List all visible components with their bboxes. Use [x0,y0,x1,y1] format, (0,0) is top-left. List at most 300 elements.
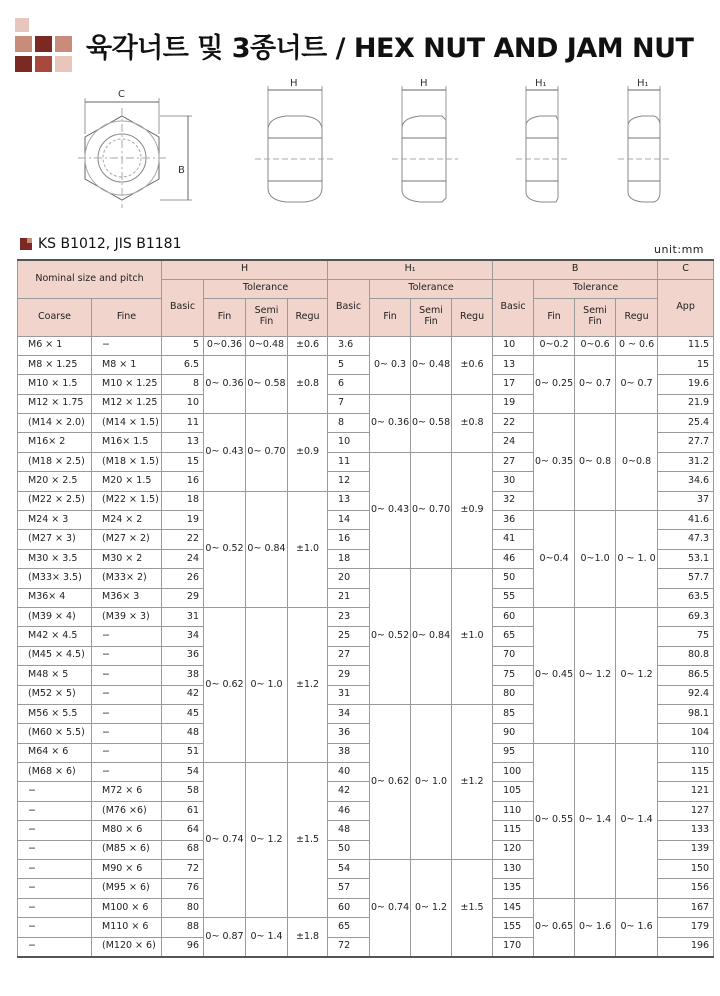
h1-tol-regu: ±0.8 [452,394,493,452]
cell-coarse: − [18,860,92,879]
head-h-basic: Basic [162,279,204,336]
h1-tol-semi: 0~ 0.48 [411,336,452,394]
cell-fine: (M39 × 3) [92,607,162,626]
cell-h-basic: 64 [162,821,204,840]
cell-fine: (M14 × 1.5) [92,414,162,433]
cell-c-app: 127 [658,801,714,820]
b-tol-fin: 0~ 0.55 [534,743,575,898]
cell-fine: M90 × 6 [92,860,162,879]
cell-h-basic: 8 [162,375,204,394]
cell-h-basic: 54 [162,763,204,782]
cell-h-basic: 58 [162,782,204,801]
cell-fine: M12 × 1.25 [92,394,162,413]
cell-b-basic: 120 [493,840,534,859]
h-tol-fin: 0~ 0.74 [204,763,246,918]
head-b-tolerance: Tolerance [534,279,658,298]
b-tol-semi: 0~1.0 [575,511,616,608]
table-row [18,336,714,355]
cell-h-basic: 11 [162,414,204,433]
dim-label-h1-1: H₁ [535,78,547,89]
head-h1-semi: Semi Fin [411,298,452,336]
head-h-regu: Regu [288,298,328,336]
cell-fine: (M76 ×6) [92,801,162,820]
cell-c-app: 41.6 [658,511,714,530]
spec-table-body [18,336,714,957]
h-tol-regu: ±0.6 [288,336,328,355]
cell-coarse: (M60 × 5.5) [18,724,92,743]
h1-tol-fin: 0~ 0.62 [370,704,411,859]
cell-c-app: 104 [658,724,714,743]
cell-c-app: 167 [658,898,714,917]
h-tol-semi: 0~ 1.2 [246,763,288,918]
h1-tol-semi: 0~ 1.2 [411,860,452,957]
table-row [18,355,714,374]
cell-h-basic: 88 [162,918,204,937]
h-tol-regu: ±1.2 [288,607,328,762]
b-tol-regu: 0 ~ 0.6 [616,336,658,355]
cell-c-app: 179 [658,918,714,937]
table-row [18,414,714,433]
table-row [18,743,714,762]
h1-tol-regu: ±1.5 [452,860,493,957]
cell-coarse: M20 × 2.5 [18,472,92,491]
cell-h-basic: 68 [162,840,204,859]
cell-coarse: (M22 × 2.5) [18,491,92,510]
cell-c-app: 57.7 [658,569,714,588]
h1-tol-semi: 0~ 0.58 [411,394,452,452]
cell-c-app: 121 [658,782,714,801]
cell-h1-basic: 14 [328,511,370,530]
cell-c-app: 31.2 [658,452,714,471]
head-h1: H₁ [328,260,493,279]
cell-c-app: 53.1 [658,549,714,568]
section-marker-icon [20,238,32,250]
cell-fine: (M18 × 1.5) [92,452,162,471]
cell-fine: M100 × 6 [92,898,162,917]
cell-h1-basic: 31 [328,685,370,704]
cell-coarse: M48 × 5 [18,666,92,685]
cell-fine: M24 × 2 [92,511,162,530]
cell-b-basic: 60 [493,607,534,626]
b-tol-regu: 0~0.8 [616,414,658,511]
cell-c-app: 11.5 [658,336,714,355]
h-tol-regu: ±0.8 [288,355,328,413]
h1-tol-fin: 0~ 0.52 [370,569,411,705]
b-tol-fin: 0~0.4 [534,511,575,608]
cell-h-basic: 36 [162,646,204,665]
h-tol-regu: ±1.0 [288,491,328,607]
cell-c-app: 110 [658,743,714,762]
cell-c-app: 19.6 [658,375,714,394]
cell-h1-basic: 23 [328,607,370,626]
cell-h1-basic: 42 [328,782,370,801]
h1-tol-regu: ±1.2 [452,704,493,859]
cell-h-basic: 76 [162,879,204,898]
cell-coarse: (M52 × 5) [18,685,92,704]
hex-front-view [78,98,192,208]
cell-h1-basic: 29 [328,666,370,685]
cell-h1-basic: 13 [328,491,370,510]
cell-fine: − [92,627,162,646]
table-row [18,898,714,917]
h-tol-semi: 0~ 0.58 [246,355,288,413]
cell-h1-basic: 3.6 [328,336,370,355]
cell-h1-basic: 10 [328,433,370,452]
cell-h1-basic: 18 [328,549,370,568]
cell-fine: (M95 × 6) [92,879,162,898]
cell-b-basic: 30 [493,472,534,491]
cell-coarse: M6 × 1 [18,336,92,355]
cell-c-app: 98.1 [658,704,714,723]
cell-fine: M20 × 1.5 [92,472,162,491]
head-nominal: Nominal size and pitch [18,260,162,298]
cell-h1-basic: 21 [328,588,370,607]
cell-h1-basic: 60 [328,898,370,917]
cell-c-app: 150 [658,860,714,879]
cell-coarse: M64 × 6 [18,743,92,762]
cell-b-basic: 155 [493,918,534,937]
cell-c-app: 196 [658,937,714,957]
cell-coarse: M36× 4 [18,588,92,607]
cell-coarse: (M14 × 2.0) [18,414,92,433]
cell-h1-basic: 72 [328,937,370,957]
cell-b-basic: 36 [493,511,534,530]
cell-c-app: 37 [658,491,714,510]
h-tol-fin: 0~ 0.36 [204,355,246,413]
cell-b-basic: 32 [493,491,534,510]
cell-h-basic: 45 [162,704,204,723]
b-tol-regu: 0~ 1.6 [616,898,658,957]
cell-h1-basic: 65 [328,918,370,937]
dim-label-h1-2: H₁ [637,78,649,89]
head-b-basic: Basic [493,279,534,336]
cell-h1-basic: 46 [328,801,370,820]
cell-coarse: M10 × 1.5 [18,375,92,394]
cell-coarse: − [18,898,92,917]
cell-b-basic: 27 [493,452,534,471]
cell-h-basic: 96 [162,937,204,957]
h-tol-fin: 0~ 0.87 [204,918,246,957]
cell-h-basic: 5 [162,336,204,355]
head-b-semi: Semi Fin [575,298,616,336]
cell-coarse: − [18,782,92,801]
cell-b-basic: 115 [493,821,534,840]
cell-coarse: − [18,879,92,898]
cell-b-basic: 130 [493,860,534,879]
cell-c-app: 80.8 [658,646,714,665]
cell-fine: M16× 1.5 [92,433,162,452]
head-c-app: App [658,279,714,336]
cell-h-basic: 31 [162,607,204,626]
cell-fine: M30 × 2 [92,549,162,568]
cell-coarse: M30 × 3.5 [18,549,92,568]
cell-c-app: 139 [658,840,714,859]
page-title: 육각너트 및 3종너트 / HEX NUT AND JAM NUT [86,33,694,64]
cell-h-basic: 34 [162,627,204,646]
cell-h1-basic: 48 [328,821,370,840]
b-tol-fin: 0~ 0.65 [534,898,575,957]
cell-coarse: (M33× 3.5) [18,569,92,588]
h1-tol-semi: 0~ 0.70 [411,452,452,568]
cell-b-basic: 10 [493,336,534,355]
h-tol-regu: ±1.5 [288,763,328,918]
cell-h-basic: 19 [162,511,204,530]
cell-h1-basic: 38 [328,743,370,762]
h-tol-regu: ±1.8 [288,918,328,957]
h-tol-fin: 0~0.36 [204,336,246,355]
standard-text: KS B1012, JIS B1181 [38,236,182,252]
cell-h1-basic: 50 [328,840,370,859]
cell-b-basic: 55 [493,588,534,607]
cell-b-basic: 75 [493,666,534,685]
cell-fine: − [92,336,162,355]
cell-c-app: 25.4 [658,414,714,433]
b-tol-fin: 0~ 0.35 [534,414,575,511]
head-h-tolerance: Tolerance [204,279,328,298]
head-c: C [658,260,714,279]
cell-fine: − [92,743,162,762]
cell-h-basic: 13 [162,433,204,452]
b-tol-fin: 0~0.2 [534,336,575,355]
cell-fine: M36× 3 [92,588,162,607]
head-h1-regu: Regu [452,298,493,336]
jam-side-view-2 [618,86,672,202]
cell-h-basic: 72 [162,860,204,879]
h-tol-semi: 0~0.48 [246,336,288,355]
head-h1-tolerance: Tolerance [370,279,493,298]
cell-h1-basic: 7 [328,394,370,413]
cell-b-basic: 110 [493,801,534,820]
cell-b-basic: 65 [493,627,534,646]
cell-c-app: 92.4 [658,685,714,704]
unit-label: unit:mm [654,243,704,256]
cell-coarse: (M68 × 6) [18,763,92,782]
cell-b-basic: 80 [493,685,534,704]
cell-h1-basic: 54 [328,860,370,879]
cell-coarse: M12 × 1.75 [18,394,92,413]
cell-coarse: M16× 2 [18,433,92,452]
b-tol-fin: 0~ 0.45 [534,607,575,743]
cell-h-basic: 18 [162,491,204,510]
cell-c-app: 34.6 [658,472,714,491]
head-fine: Fine [92,298,162,336]
cell-b-basic: 95 [493,743,534,762]
cell-b-basic: 13 [493,355,534,374]
cell-h-basic: 22 [162,530,204,549]
cell-fine: − [92,685,162,704]
h1-tol-fin: 0~ 0.43 [370,452,411,568]
cell-coarse: − [18,821,92,840]
b-tol-regu: 0~ 1.2 [616,607,658,743]
b-tol-regu: 0~ 1.4 [616,743,658,898]
b-tol-semi: 0~ 1.4 [575,743,616,898]
cell-b-basic: 85 [493,704,534,723]
hex-side-view-1 [255,86,335,202]
cell-c-app: 86.5 [658,666,714,685]
h1-tol-regu: ±1.0 [452,569,493,705]
cell-h1-basic: 5 [328,355,370,374]
b-tol-semi: 0~0.6 [575,336,616,355]
cell-coarse: (M39 × 4) [18,607,92,626]
cell-h1-basic: 25 [328,627,370,646]
h-tol-semi: 0~ 1.0 [246,607,288,762]
standard-label [20,236,181,252]
cell-coarse: (M27 × 3) [18,530,92,549]
head-h-semi: Semi Fin [246,298,288,336]
dim-label-h-2: H [420,78,428,89]
cell-b-basic: 135 [493,879,534,898]
cell-coarse: M24 × 3 [18,511,92,530]
cell-h1-basic: 20 [328,569,370,588]
cell-fine: M10 × 1.25 [92,375,162,394]
head-b: B [493,260,658,279]
cell-h-basic: 15 [162,452,204,471]
cell-c-app: 75 [658,627,714,646]
cell-b-basic: 24 [493,433,534,452]
cell-coarse: − [18,918,92,937]
cell-h-basic: 38 [162,666,204,685]
cell-c-app: 133 [658,821,714,840]
cell-b-basic: 70 [493,646,534,665]
cell-fine: (M85 × 6) [92,840,162,859]
cell-h-basic: 6.5 [162,355,204,374]
cell-coarse: − [18,801,92,820]
cell-coarse: M42 × 4.5 [18,627,92,646]
h-tol-semi: 0~ 0.84 [246,491,288,607]
cell-c-app: 21.9 [658,394,714,413]
cell-b-basic: 50 [493,569,534,588]
head-h1-basic: Basic [328,279,370,336]
brand-logo [15,18,75,74]
cell-h1-basic: 34 [328,704,370,723]
head-h1-fin: Fin [370,298,411,336]
spec-table [17,259,714,958]
cell-h-basic: 80 [162,898,204,917]
cell-h-basic: 10 [162,394,204,413]
cell-h-basic: 61 [162,801,204,820]
h1-tol-fin: 0~ 0.3 [370,336,411,394]
h-tol-fin: 0~ 0.62 [204,607,246,762]
cell-b-basic: 19 [493,394,534,413]
cell-fine: (M22 × 1.5) [92,491,162,510]
dim-label-c: C [118,89,125,100]
cell-c-app: 15 [658,355,714,374]
cell-fine: M110 × 6 [92,918,162,937]
cell-fine: − [92,646,162,665]
table-row [18,607,714,626]
jam-side-view-1 [516,86,570,202]
cell-b-basic: 145 [493,898,534,917]
cell-fine: (M120 × 6) [92,937,162,957]
b-tol-semi: 0~ 0.8 [575,414,616,511]
cell-h-basic: 29 [162,588,204,607]
cell-h-basic: 26 [162,569,204,588]
cell-c-app: 47.3 [658,530,714,549]
cell-coarse: − [18,937,92,957]
head-coarse: Coarse [18,298,92,336]
cell-c-app: 156 [658,879,714,898]
cell-c-app: 63.5 [658,588,714,607]
cell-coarse: − [18,840,92,859]
b-tol-fin: 0~ 0.25 [534,355,575,413]
h1-tol-semi: 0~ 0.84 [411,569,452,705]
cell-fine: M8 × 1 [92,355,162,374]
cell-coarse: (M18 × 2.5) [18,452,92,471]
h1-tol-regu: ±0.6 [452,336,493,394]
head-b-regu: Regu [616,298,658,336]
cell-fine: − [92,724,162,743]
cell-h-basic: 24 [162,549,204,568]
cell-h1-basic: 11 [328,452,370,471]
cell-coarse: M8 × 1.25 [18,355,92,374]
h1-tol-fin: 0~ 0.36 [370,394,411,452]
cell-h1-basic: 16 [328,530,370,549]
cell-h1-basic: 8 [328,414,370,433]
b-tol-semi: 0~ 0.7 [575,355,616,413]
b-tol-semi: 0~ 1.2 [575,607,616,743]
cell-h-basic: 16 [162,472,204,491]
h1-tol-regu: ±0.9 [452,452,493,568]
h-tol-fin: 0~ 0.43 [204,414,246,492]
cell-fine: (M27 × 2) [92,530,162,549]
cell-b-basic: 170 [493,937,534,957]
cell-h1-basic: 57 [328,879,370,898]
head-h: H [162,260,328,279]
cell-fine: − [92,704,162,723]
b-tol-semi: 0~ 1.6 [575,898,616,957]
h1-tol-fin: 0~ 0.74 [370,860,411,957]
cell-fine: M72 × 6 [92,782,162,801]
b-tol-regu: 0 ~ 1. 0 [616,511,658,608]
cell-h1-basic: 40 [328,763,370,782]
cell-b-basic: 41 [493,530,534,549]
cell-fine: M80 × 6 [92,821,162,840]
cell-c-app: 27.7 [658,433,714,452]
cell-b-basic: 22 [493,414,534,433]
cell-h1-basic: 6 [328,375,370,394]
head-b-fin: Fin [534,298,575,336]
cell-h1-basic: 36 [328,724,370,743]
cell-h1-basic: 12 [328,472,370,491]
cell-h1-basic: 27 [328,646,370,665]
h-tol-fin: 0~ 0.52 [204,491,246,607]
cell-c-app: 115 [658,763,714,782]
dim-label-b: B [178,165,185,176]
cell-c-app: 69.3 [658,607,714,626]
h-tol-regu: ±0.9 [288,414,328,492]
cell-fine: − [92,666,162,685]
cell-b-basic: 105 [493,782,534,801]
cell-h-basic: 51 [162,743,204,762]
cell-fine: − [92,763,162,782]
dim-label-h-1: H [290,78,298,89]
cell-b-basic: 46 [493,549,534,568]
cell-h-basic: 48 [162,724,204,743]
b-tol-regu: 0~ 0.7 [616,355,658,413]
cell-b-basic: 100 [493,763,534,782]
head-h-fin: Fin [204,298,246,336]
cell-b-basic: 90 [493,724,534,743]
hex-side-view-2 [392,86,458,202]
h-tol-semi: 0~ 0.70 [246,414,288,492]
nut-drawings [0,78,720,228]
h-tol-semi: 0~ 1.4 [246,918,288,957]
cell-coarse: M56 × 5.5 [18,704,92,723]
cell-fine: (M33× 2) [92,569,162,588]
cell-coarse: (M45 × 4.5) [18,646,92,665]
cell-h-basic: 42 [162,685,204,704]
cell-b-basic: 17 [493,375,534,394]
